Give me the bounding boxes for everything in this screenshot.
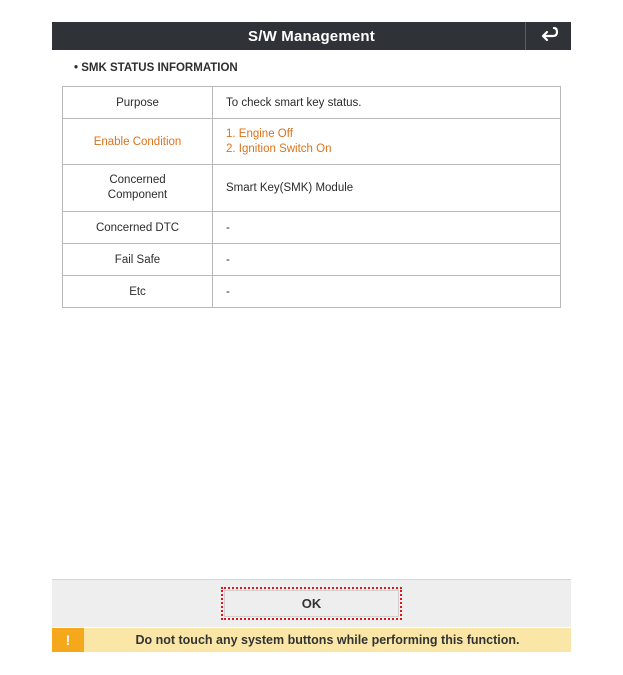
- table-row-concerned-dtc: [63, 212, 561, 244]
- table-row-purpose: [63, 87, 561, 119]
- title-bar: [52, 22, 571, 50]
- table-row-fail-safe: [63, 244, 561, 276]
- section-heading: • SMK STATUS INFORMATION: [74, 62, 238, 74]
- label-line-1: Concerned: [109, 174, 166, 186]
- back-button[interactable]: [525, 22, 571, 50]
- row-label: Enable Condition: [63, 119, 213, 165]
- table-row-etc: [63, 276, 561, 308]
- row-label: Fail Safe: [63, 244, 213, 276]
- return-arrow-icon: [539, 26, 559, 47]
- row-value: To check smart key status.: [213, 87, 561, 119]
- table-row-enable-condition: [63, 119, 561, 165]
- smk-status-table: [62, 86, 561, 308]
- ok-button-label: OK: [301, 596, 322, 611]
- label-line-2: Component: [107, 189, 168, 201]
- ok-button[interactable]: [221, 587, 402, 620]
- table-row-concerned-component: [63, 165, 561, 212]
- warning-text: Do not touch any system buttons while performing this function.: [135, 633, 520, 647]
- row-value: -: [213, 212, 561, 244]
- row-value: Smart Key(SMK) Module: [213, 165, 561, 212]
- warning-banner: [52, 628, 571, 652]
- row-label: Etc: [63, 276, 213, 308]
- row-label: Purpose: [63, 87, 213, 119]
- row-value: -: [213, 276, 561, 308]
- warning-icon: !: [52, 628, 84, 652]
- row-value: [213, 119, 561, 165]
- row-label: Concerned DTC: [63, 212, 213, 244]
- row-label: [63, 165, 213, 212]
- condition-line-2: 2. Ignition Switch On: [226, 142, 332, 155]
- row-value: -: [213, 244, 561, 276]
- condition-line-1: 1. Engine Off: [226, 127, 293, 140]
- page-title: S/W Management: [248, 27, 375, 45]
